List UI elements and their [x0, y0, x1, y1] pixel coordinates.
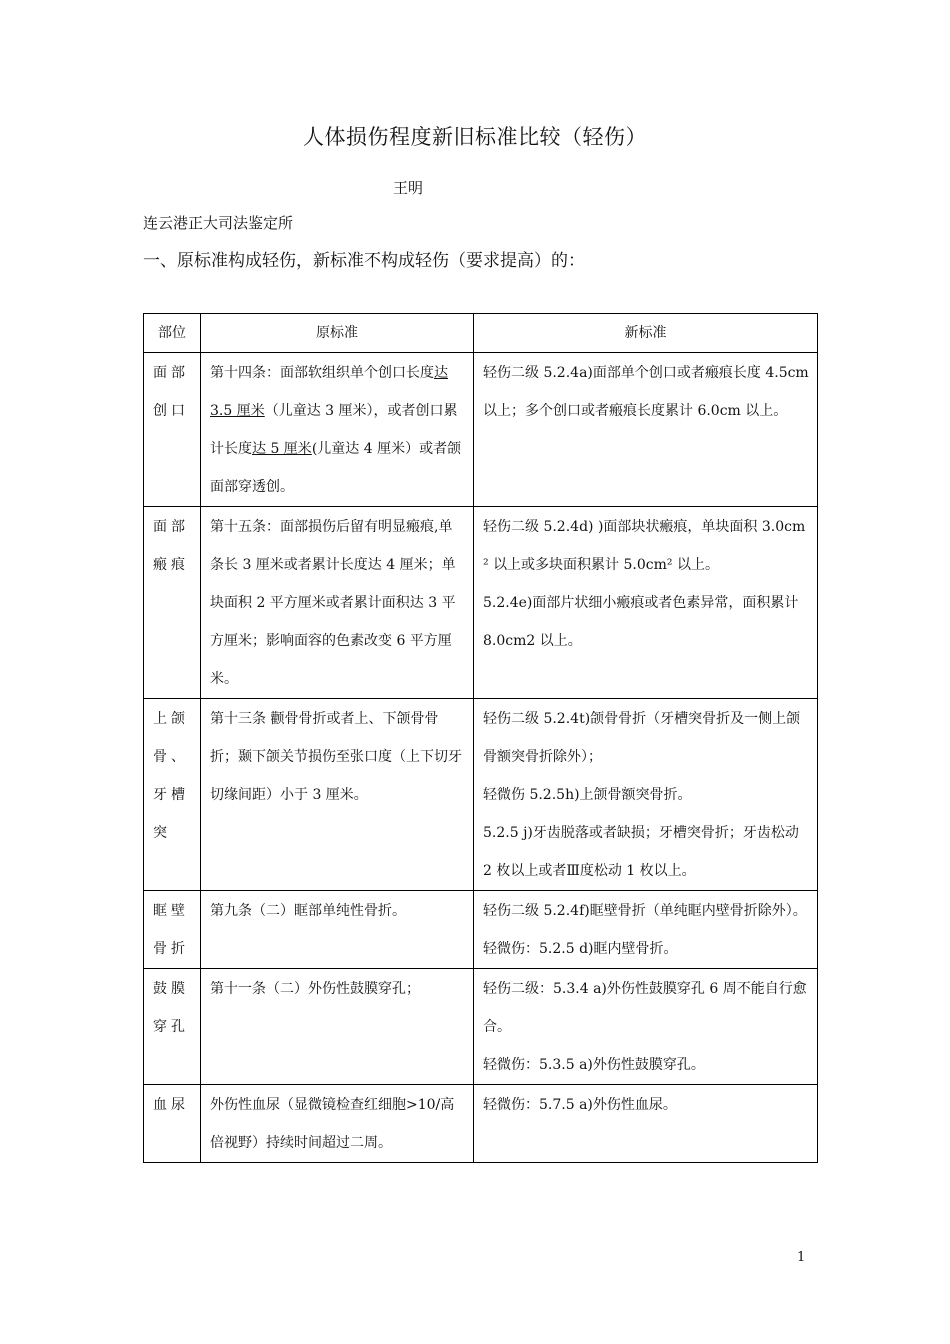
table-row [144, 507, 818, 699]
old-text-segment: 第十四条：面部软组织单个创口长度 [210, 365, 434, 381]
new-standard-line: 轻微伤：5.3.5 a)外伤性鼓膜穿孔。 [483, 1057, 705, 1073]
row-new-standard [474, 1085, 818, 1163]
table-row [144, 969, 818, 1085]
old-text-segment: (儿童达 4 厘米）或者颌面部穿透创。 [210, 441, 462, 495]
comparison-table [143, 313, 818, 1163]
row-new-standard [474, 891, 818, 969]
row-old-standard [201, 353, 474, 507]
header-new-standard: 新标准 [474, 314, 818, 353]
new-standard-line: 轻伤二级 5.2.4f)眶壁骨折（单纯眶内壁骨折除外）。 [483, 903, 807, 919]
new-standard-line: 轻微伤：5.7.5 a)外伤性血尿。 [483, 1097, 677, 1113]
header-old-standard: 原标准 [201, 314, 474, 353]
table-row [144, 891, 818, 969]
new-standard-line: 轻伤二级：5.3.4 a)外伤性鼓膜穿孔 6 周不能自行愈合。 [483, 981, 807, 1035]
row-new-standard [474, 699, 818, 891]
author-name: 王明 [393, 179, 424, 197]
new-standard-line: 轻伤二级 5.2.4a)面部单个创口或者瘢痕长度 4.5cm 以上；多个创口或者瘢痕长度累计 6.0cm 以上。 [483, 365, 809, 419]
row-old-standard: 第十一条（二）外伤性鼓膜穿孔； [201, 969, 474, 1085]
row-old-standard: 第十五条：面部损伤后留有明显瘢痕,单条长 3 厘米或者累计长度达 4 厘米；单块面积 2 平方厘米或者累计面积达 3 平方厘米；影响面容的色素改变 6 平方厘米。 [201, 507, 474, 699]
row-new-standard [474, 353, 818, 507]
table-row [144, 353, 818, 507]
row-part: 血尿 [144, 1085, 201, 1163]
page-number: 1 [797, 1250, 806, 1265]
row-new-standard [474, 507, 818, 699]
row-part: 鼓膜穿孔 [144, 969, 201, 1085]
row-part: 面部创口 [144, 353, 201, 507]
new-standard-line: 轻微伤：5.2.5 d)眶内壁骨折。 [483, 941, 678, 957]
header-part: 部位 [144, 314, 201, 353]
row-new-standard [474, 969, 818, 1085]
row-old-standard: 第十三条 颧骨骨折或者上、下颌骨骨折；颞下颌关节损伤至张口度（上下切牙切缘间距）小于 3 厘米。 [201, 699, 474, 891]
new-standard-line: 轻伤二级 5.2.4t)颌骨骨折（牙槽突骨折及一侧上颌骨额突骨折除外）； [483, 711, 801, 765]
row-part: 面部瘢痕 [144, 507, 201, 699]
new-standard-line: 轻微伤 5.2.5h)上颌骨额突骨折。 [483, 787, 692, 803]
document-title: 人体损伤程度新旧标准比较（轻伤） [303, 125, 647, 149]
new-standard-line: 5.2.5 j)牙齿脱落或者缺损；牙槽突骨折；牙齿松动 2 枚以上或者Ⅲ度松动 1 枚以上。 [483, 825, 799, 879]
table-row [144, 1085, 818, 1163]
organization-name: 连云港正大司法鉴定所 [143, 214, 294, 232]
new-standard-line: 轻伤二级 5.2.4d) )面部块状瘢痕，单块面积 3.0cm² 以上或多块面积累计 5.0cm² 以上。 [483, 519, 806, 573]
old-text-segment: （儿童达 3 厘米），或者创口累计长度 [210, 403, 458, 457]
section-heading: 一、原标准构成轻伤，新标准不构成轻伤（要求提高）的： [143, 251, 585, 271]
row-part: 眶壁骨折 [144, 891, 201, 969]
row-old-standard: 第九条（二）眶部单纯性骨折。 [201, 891, 474, 969]
table-header-row [144, 314, 818, 353]
underlined-text: 达 5 厘米 [252, 441, 312, 457]
new-standard-line: 5.2.4e)面部片状细小瘢痕或者色素异常，面积累计 8.0cm2 以上。 [483, 595, 799, 649]
underlined-text: 达 3.5 厘米 [210, 365, 448, 419]
table-row [144, 699, 818, 891]
row-old-standard: 外伤性血尿（显微镜检查红细胞>10/高倍视野）持续时间超过二周。 [201, 1085, 474, 1163]
row-part: 上颌骨、牙槽突 [144, 699, 201, 891]
